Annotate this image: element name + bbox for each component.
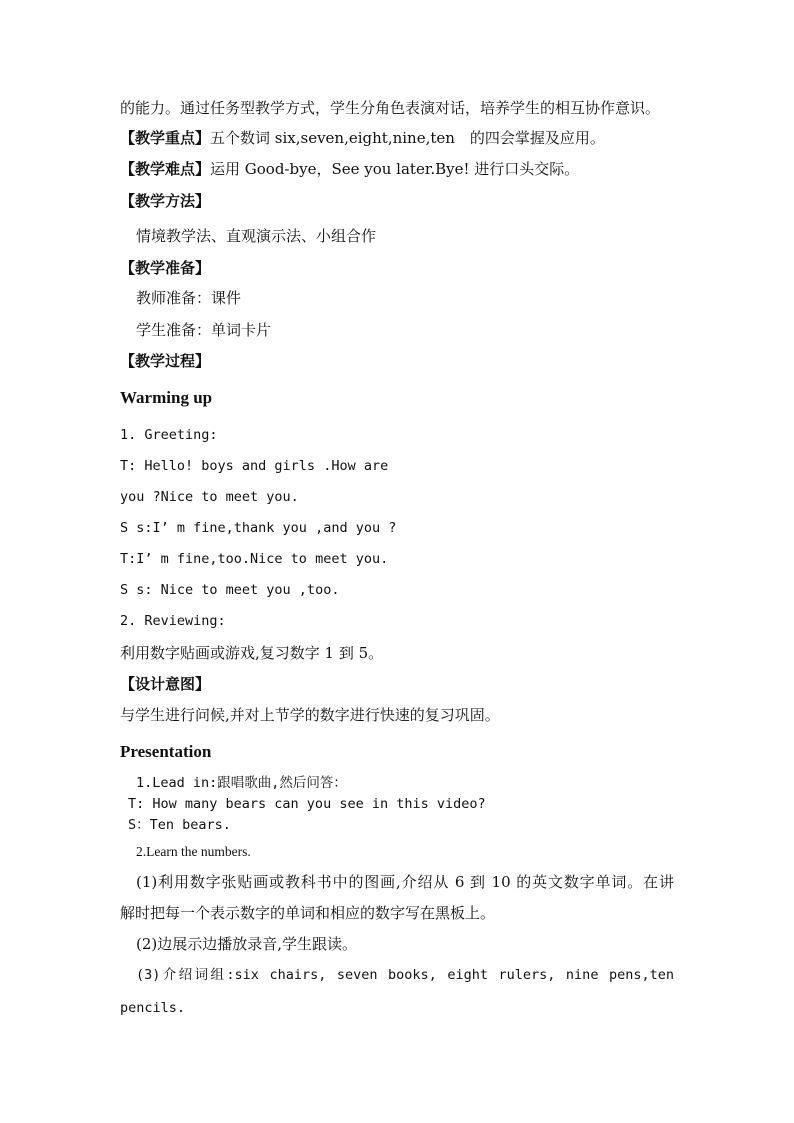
step-2-line: (2)边展示边播放录音,学生跟读。 bbox=[136, 935, 358, 953]
lead-in-line: 1.Lead in:跟唱歌曲,然后问答： bbox=[136, 775, 347, 791]
reviewing-text: 利用数字贴画或游戏,复习数字 1 到 5。 bbox=[120, 644, 384, 662]
greeting-title: 1. Greeting: bbox=[120, 427, 218, 443]
dialog-line-2: you ?Nice to meet you. bbox=[120, 489, 299, 505]
step-1-line-a bbox=[120, 872, 674, 892]
teaching-process-label: 【教学过程】 bbox=[120, 352, 211, 370]
teaching-methods-text: 情境教学法、直观演示法、小组合作 bbox=[136, 227, 377, 245]
design-intent-text: 与学生进行问候,并对上节学的数字进行快速的复习巩固。 bbox=[120, 706, 500, 724]
teaching-difficulty-label: 【教学难点】 bbox=[120, 160, 211, 178]
step-3-text-a: (3)介绍词组:six chairs, seven books, eight rulers, nine pens,ten bbox=[136, 967, 674, 983]
learn-numbers-line: 2.Learn the numbers. bbox=[136, 844, 251, 859]
teacher-prep-text: 教师准备：课件 bbox=[136, 289, 242, 307]
dialog-line-5: S s: Nice to meet you ,too. bbox=[120, 582, 340, 598]
teaching-methods-label: 【教学方法】 bbox=[120, 192, 211, 210]
presentation-heading: Presentation bbox=[120, 742, 212, 761]
dialog-line-4: T:I’ m fine,too.Nice to meet you. bbox=[120, 551, 389, 567]
teaching-focus-label: 【教学重点】 bbox=[120, 129, 211, 147]
intro-tail-line: 的能力。通过任务型教学方式，学生分角色表演对话，培养学生的相互协作意识。 bbox=[120, 99, 661, 117]
reviewing-title: 2. Reviewing: bbox=[120, 613, 226, 629]
teaching-difficulty-line bbox=[120, 159, 579, 179]
teaching-prep-label: 【教学准备】 bbox=[120, 259, 211, 277]
dialog-line-1: T: Hello! boys and girls .How are bbox=[120, 458, 389, 474]
warming-up-heading: Warming up bbox=[120, 388, 213, 407]
step-3-line-a bbox=[120, 965, 674, 985]
step-1-line-b: 解时把每一个表示数字的单词和相应的数字写在黑板上。 bbox=[120, 904, 496, 922]
teaching-focus-line bbox=[120, 128, 605, 148]
lead-in-answer: S：Ten bears. bbox=[128, 817, 231, 833]
lead-in-question: T: How many bears can you see in this video? bbox=[128, 796, 486, 812]
step-3-line-b: pencils. bbox=[120, 1000, 186, 1016]
teaching-difficulty-text: 运用 Good-bye，See you later.Bye! 进行口头交际。 bbox=[210, 160, 580, 178]
dialog-line-3: S s:I’ m fine,thank you ,and you ? bbox=[120, 520, 397, 536]
teaching-focus-text: 五个数词 six,seven,eight,nine,ten 的四会掌握及应用。 bbox=[210, 129, 605, 147]
step-1-text-a: (1)利用数字张贴画或教科书中的图画,介绍从 6 到 10 的英文数字单词。在讲 bbox=[136, 873, 674, 891]
student-prep-text: 学生准备：单词卡片 bbox=[136, 321, 272, 339]
design-intent-label: 【设计意图】 bbox=[120, 675, 211, 693]
